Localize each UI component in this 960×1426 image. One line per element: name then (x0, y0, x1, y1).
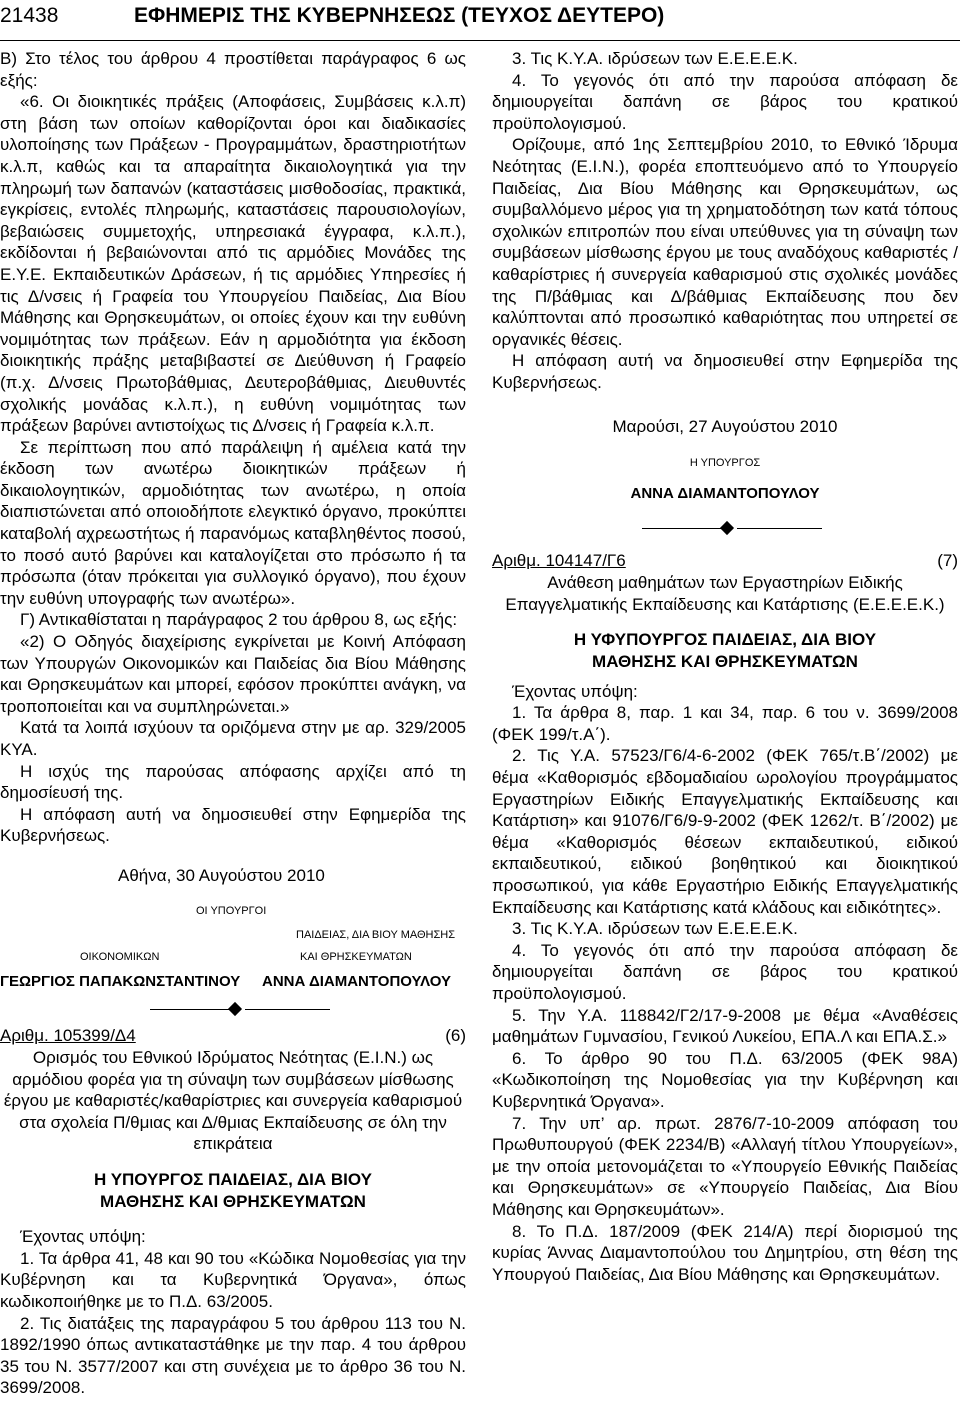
signature-date: Αθήνα, 30 Αυγούστου 2010 (118, 865, 325, 885)
consideration: 5. Την Υ.Α. 118842/Γ2/17-9-2008 με θέμα «Αναθέσεις μαθημάτων Γυμνασίου, Γενικού Λυκείου, ΕΠΑ.Λ και ΕΠΑ.Σ.» (492, 1005, 958, 1047)
paragraph: Γ) Αντικαθίσταται η παράγραφος 2 του άρθρου 8, ως εξής: (20, 610, 458, 630)
consideration: 8. Το Π.Δ. 187/2009 (ΦΕΚ 214/Α) περί διορισμού της κυρίας Άννας Διαμαντοπούλου του Δημητρίου, στη θέση της Υπουργού Παιδείας, Δια Βίου Μάθησης και Θρησκευμάτων. (492, 1221, 958, 1284)
separator (492, 518, 958, 540)
page-number: 21438 (0, 4, 59, 27)
minister-label: Η ΥΠΟΥΡΓΟΣ (689, 457, 761, 470)
paragraph: Σε περίπτωση που από παράλειψη ή αμέλεια κατά την έκδοση των ανωτέρω διοικητικών πράξεων ή δικαιολογητικών, αρμοδιότητας των ανωτέρω, η οποία διαπιστώνεται από οποιοδήποτε ελεγκτικό όργανο, προκύπτει καταβολή αχρεωστήτως ή παρανόμως καταβληθέντος ποσού, το ποσό αυτό βαρύνει και καταλογίζεται στο πρόσωπο ή τα πρόσωπα (όταν πρόκειται για συλλογικό όργανο), που έχουν την ευθύνη υπογραφής των ανωτέρω». (0, 437, 466, 608)
paragraph: Η απόφαση αυτή να δημοσιευθεί στην Εφημερίδα της Κυβερνήσεως. (0, 804, 466, 846)
consideration: 1. Τα άρθρα 8, παρ. 1 και 34, παρ. 6 του ν. 3699/2008 (ΦΕΚ 199/τ.Α΄). (492, 703, 958, 744)
gazette-title: ΕΦΗΜΕΡΙΣ ΤΗΣ ΚΥΒΕΡΝΗΣΕΩΣ (ΤΕΥΧΟΣ ΔΕΥΤΕΡΟ) (134, 4, 665, 27)
header-rule (0, 40, 960, 41)
paragraph: Κατά τα λοιπά ισχύουν τα οριζόμενα στην με αρ. 329/2005 ΚΥΑ. (0, 718, 466, 759)
diamond-icon (228, 1002, 242, 1016)
minister2-title-line2: ΚΑΙ ΘΡΗΣΚΕΥΜΑΤΩΝ (300, 950, 412, 963)
minister2-title-line1: ΠΑΙΔΕΙΑΣ, ΔΙΑ ΒΙΟΥ ΜΑΘΗΣΗΣ (296, 928, 456, 941)
consideration: 3. Τις Κ.Υ.Α. ιδρύσεων των Ε.Ε.Ε.Ε.Κ. (512, 49, 798, 68)
consideration: 4. Το γεγονός ότι από την παρούσα απόφαση δε δημιουργείται δαπάνη σε βάρος του κρατικού προϋπολογισμού. (492, 70, 958, 133)
diamond-icon (720, 521, 734, 535)
decision-title: Ανάθεση μαθημάτων των Εργαστηρίων Ειδικής Επαγγελματικής Εκπαίδευσης και Κατάρτισης (Ε.Ε.Ε.Ε.Κ.) (505, 573, 945, 614)
ministers-label: ΟΙ ΥΠΟΥΡΓΟΙ (196, 904, 267, 917)
decision-header (492, 550, 958, 572)
separator (0, 999, 466, 1021)
decision-text: Ορίζουμε, από 1ης Σεπτεμβρίου 2010, το Εθνικό Ίδρυμα Νεότητας (Ε.Ι.Ν.), φορέα εποπτευόμενο από το Υπουργείο Παιδείας, Δια Βίου Μάθησης και Θρησκευμάτων, ως συμβαλλόμενο μέρος για τη χρηματοδότηση των κατά τόπους σχολικών επιτροπών που είναι υπεύθυνες για τη σύναψη των συμβάσεων μίσθωσης έργου με τους αναδόχους καθαριστές / καθαρίστριες ή συνεργεία καθαρισμού στις σχολικές μονάδες της Π/βάθμιας και Δ/βάθμιας Εκπαίδευσης που δεν καλύπτονται από προσωπικό καθαριότητας που υπηρετεί σε οργανικές θέσεις. (492, 135, 958, 349)
decision-index: (7) (937, 551, 958, 571)
signature-block (0, 851, 466, 971)
consideration: 3. Τις Κ.Υ.Α. ιδρύσεων των Ε.Ε.Ε.Ε.Κ. (512, 919, 798, 939)
publish-order: Η απόφαση αυτή να δημοσιευθεί στην Εφημερίδα της Κυβερνήσεως. (492, 351, 958, 392)
minister1-name: ΓΕΩΡΓΙΟΣ ΠΑΠΑΚΩΝΣΤΑΝΤΙΝΟΥ (0, 972, 241, 990)
consideration: 4. Το γεγονός ότι από την παρούσα απόφαση δε δημιουργείται δαπάνη σε βάρος του κρατικού προϋπολογισμού. (492, 940, 958, 1003)
consideration: 7. Την υπ’ αρ. πρωτ. 2876/7-10-2009 απόφαση του Πρωθυπουργού (ΦΕΚ 2234/Β) «Αλλαγή τίτλου Υπουργείων», με την οποία μετονομάζεται το «Υπουργείο Εθνικής Παιδείας και Θρησκευμάτων» σε «Υπουργείο Παιδείας, Δια Βίου Μάθησης και Θρησκευμάτων». (492, 1113, 958, 1219)
minister2-name: ΑΝΝΑ ΔΙΑΜΑΝΤΟΠΟΥΛΟΥ (262, 972, 452, 990)
paragraph: Β) Στο τέλος του άρθρου 4 προστίθεται παράγραφος 6 ως εξής: (0, 49, 466, 90)
minister1-role: ΟΙΚΟΝΟΜΙΚΩΝ (80, 950, 160, 963)
consideration: 2. Τις διατάξεις της παραγράφου 5 του άρθρου 113 του Ν. 1892/1990 όπως αντικαταστάθηκε με την παρ. 4 του άρθρου 35 του Ν. 3577/2007 και στη συνέχεια με το άρθρο 36 του Ν. 3699/2008. (0, 1313, 466, 1398)
decision-authority: Η ΥΦΥΠΟΥΡΓΟΣ ΠΑΙΔΕΙΑΣ, ΔΙΑ ΒΙΟΥ ΜΑΘΗΣΗΣ ΚΑΙ ΘΡΗΣΚΕΥΜΑΤΩΝ (573, 630, 877, 672)
page-header (0, 4, 960, 38)
paragraph: Η ισχύς της παρούσας απόφασης αρχίζει από τη δημοσίευσή της. (0, 761, 466, 803)
decision-number: Αριθμ. 105399/Δ4 (0, 1025, 136, 1045)
minister-name: ΑΝΝΑ ΔΙΑΜΑΝΤΟΠΟΥΛΟΥ (630, 484, 820, 502)
paragraph: «2) Ο Οδηγός διαχείρισης εγκρίνεται με Κοινή Απόφαση των Υπουργών Οικονομικών και Παιδείας δια Βίου Μάθησης και Θρησκευμάτων και μπορεί, εφόσον προκύπτει ανάγκη, να τροποποιείται και να συμπληρώνεται.» (0, 632, 466, 716)
consideration: 6. Το άρθρο 90 του Π.Δ. 63/2005 (ΦΕΚ 98Α) «Κωδικοποίηση της Νομοθεσίας για την Κυβέρνηση και Κυβερνητικά Όργανα». (492, 1048, 958, 1111)
signature-date: Μαρούσι, 27 Αυγούστου 2010 (612, 416, 838, 436)
left-column (0, 48, 466, 1399)
consideration: 2. Τις Υ.Α. 57523/Γ6/4-6-2002 (ΦΕΚ 765/τ.Β΄/2002) με θέμα «Καθορισμός εβδομαδιαίου ωρολογίου προγράμματος Εργαστηρίων Ειδικής Επαγγελματικής Εκπαίδευσης και Κατάρτιση» και 91076/Γ6/9-9-2002 (ΦΕΚ 1262/τ. Β΄/2002) με θέμα «Καθορισμός θέσεων εκπαιδευτικού, ειδικού εκπαιδευτικού, ειδικού βοηθητικού και διοικητικού προσωπικού, για κάθε Εργαστήριο Ειδικής Επαγγελματικής Εκπαίδευσης και Κατάρτισης κατά κλάδους και ειδικότητες». (492, 746, 958, 917)
signature-names (0, 971, 466, 995)
consideration: 1. Τα άρθρα 41, 48 και 90 του «Κώδικα Νομοθεσίας για την Κυβέρνηση και τα Κυβερνητικά Όργανα», όπως κωδικοποιήθηκε με το Π.Δ. 63/2005. (0, 1248, 466, 1311)
decision-number: Αριθμ. 104147/Γ6 (492, 551, 626, 571)
decision-index: (6) (445, 1025, 466, 1045)
decision-title: Ορισμός του Εθνικού Ιδρύματος Νεότητας (Ε.Ι.Ν.) ως αρμόδιου φορέα για τη σύναψη των συμβάσεων μίσθωσης έργου με καθαριστές/καθαρίστριες και συνεργεία καθαρισμού στα σχολεία Π/θμιας και Δ/θμιας Εκπαίδευσης σε όλη την επικράτεια (3, 1047, 463, 1154)
decision-authority: Η ΥΠΟΥΡΓΟΣ ΠΑΙΔΕΙΑΣ, ΔΙΑ ΒΙΟΥ ΜΑΘΗΣΗΣ ΚΑΙ ΘΡΗΣΚΕΥΜΑΤΩΝ (94, 1169, 372, 1211)
right-column (492, 48, 958, 1285)
having-in-mind: Έχοντας υπόψη: (20, 1227, 146, 1247)
having-in-mind: Έχοντας υπόψη: (512, 681, 638, 701)
decision-header (0, 1025, 466, 1047)
paragraph: «6. Οι διοικητικές πράξεις (Αποφάσεις, Συμβάσεις κ.λ.π) στη βάση των οποίων καθορίζονται όροι και διαδικασίες υλοποίησης των Πράξεων - Προγραμμάτων, δραστηριοτήτων κ.λ.π, καθώς και τα απαραίτητα δικαιολογητικά για την πληρωμή των δαπανών (καταστάσεις μισθοδοσίας, πρακτικά, εγκρίσεις, εντολές πληρωμής, καταστάσεις παρουσιολογίων, βεβαιώσεις συμμετοχής, υπηρεσιακά έγγραφα, κ.λ.π.), εκδίδονται ή βεβαιώνονται από τις αρμόδιες Μονάδες της Ε.Υ.Ε. Εκπαιδευτικών Δράσεων, ή τις αρμόδιες Υπηρεσίες ή τις Δ/νσεις ή Γραφεία του Υπουργείου Παιδείας, Δια Βίου Μάθησης και Θρησκευμάτων, οι οποίες έχουν και την ευθύνη νομιμότητας των πράξεων. Εάν η αρμοδιότητα για έκδοση διοικητικής πράξης μεταβιβαστεί σε Διεύθυνση ή Γραφείο (π.χ. Δ/νσεις Πρωτοβάθμιας, Δευτεροβάθμιας, Διευθυντές σχολικής μονάδας κ.λ.π.), η ευθύνη νομιμότητας των πράξεων βαρύνει αντιστοίχως τις Δ/νσεις ή Γραφεία κ.λ.π. (0, 92, 466, 436)
